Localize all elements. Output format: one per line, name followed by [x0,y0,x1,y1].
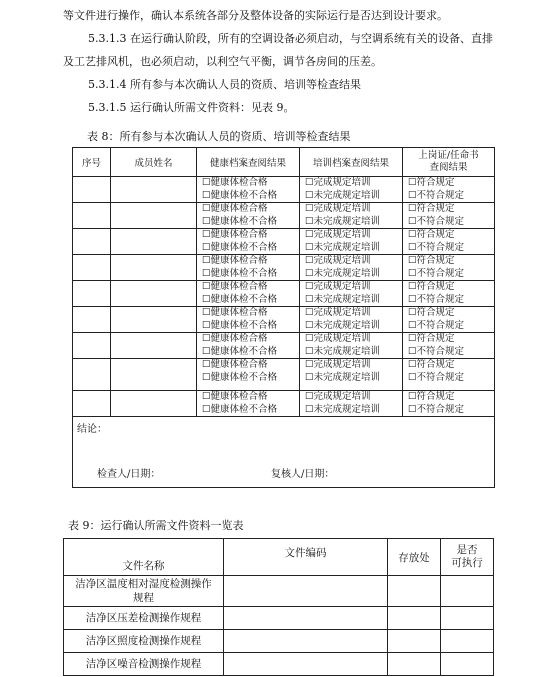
table8-row [73,391,495,417]
training-result-cell [300,307,403,333]
executable-cell[interactable] [441,653,494,676]
training-result-cell [300,229,403,255]
table8-header-row [73,148,495,177]
certificate-result-cell-option[interactable]: ☐不符合规定 [408,215,465,227]
health-result-cell-option[interactable]: ☐健康体检不合格 [202,345,278,357]
index-cell[interactable] [73,177,111,203]
certificate-result-cell-option[interactable]: ☐不符合规定 [408,267,465,279]
training-result-cell-option[interactable]: ☐未完成规定培训 [305,189,381,201]
certificate-result-cell [403,229,495,255]
table8-row [73,333,495,359]
member-name-cell[interactable] [111,177,197,203]
health-result-cell-option[interactable]: ☐健康体检合格 [202,281,268,292]
checker-label: 检查人/日期： [97,469,161,480]
table9-row [64,630,494,653]
certificate-result-cell [403,359,495,391]
training-result-cell-option[interactable]: ☐完成规定培训 [305,229,371,240]
personnel-check-table [72,147,495,488]
certificate-result-cell [403,203,495,229]
health-result-cell [197,203,300,229]
certificate-result-cell-option[interactable]: ☐符合规定 [408,333,455,344]
certificate-result-cell-option[interactable]: ☐符合规定 [408,203,455,214]
reviewer-label: 复核人/日期： [271,469,335,480]
health-result-cell-option[interactable]: ☐健康体检不合格 [202,293,278,305]
training-result-cell [300,177,403,203]
health-result-cell-option[interactable]: ☐健康体检合格 [202,255,268,266]
health-result-cell-option[interactable]: ☐健康体检不合格 [202,403,278,415]
training-result-cell-option[interactable]: ☐未完成规定培训 [305,403,381,415]
paragraph-line-2: 5.3.1.3 在运行确认阶段，所有的空调设备必须启动，与空调系统有关的设备、直排 [88,32,493,45]
table9-row [64,607,494,630]
member-name-cell[interactable] [111,307,197,333]
training-result-cell-option[interactable]: ☐完成规定培训 [305,307,371,318]
index-cell[interactable] [73,203,111,229]
certificate-result-cell-option[interactable]: ☐不符合规定 [408,345,465,357]
index-cell[interactable] [73,229,111,255]
training-result-cell-option[interactable]: ☐未完成规定培训 [305,319,381,331]
training-result-cell-option[interactable]: ☐完成规定培训 [305,359,371,370]
conclusion-row [73,417,495,488]
header-health-record: 健康档案查阅结果 [197,148,300,177]
header-storage: 存放处 [388,539,441,576]
certificate-result-cell-option[interactable]: ☐符合规定 [408,307,455,318]
training-result-cell [300,281,403,307]
training-result-cell [300,255,403,281]
certificate-result-cell-option[interactable]: ☐符合规定 [408,391,455,402]
health-result-cell-option[interactable]: ☐健康体检不合格 [202,371,278,383]
training-result-cell-option[interactable]: ☐完成规定培训 [305,203,371,214]
training-result-cell [300,333,403,359]
paragraph-line-1: 等文件进行操作，确认本系统各部分及整体设备的实际运行是否达到设计要求。 [63,9,448,22]
certificate-result-cell-option[interactable]: ☐不符合规定 [408,403,465,415]
file-code-cell[interactable] [224,607,388,630]
health-result-cell [197,281,300,307]
table9-header-row [64,539,494,576]
health-result-cell [197,333,300,359]
conclusion-cell [73,417,495,488]
table8-row [73,359,495,391]
header-executable: 是否 可执行 [441,539,494,576]
index-cell[interactable] [73,281,111,307]
health-result-cell-option[interactable]: ☐健康体检合格 [202,333,268,344]
certificate-result-cell-option[interactable]: ☐不符合规定 [408,319,465,331]
certificate-result-cell-option[interactable]: ☐符合规定 [408,359,455,370]
index-cell[interactable] [73,391,111,417]
index-cell[interactable] [73,359,111,391]
health-result-cell-option[interactable]: ☐健康体检合格 [202,307,268,318]
health-result-cell-option[interactable]: ☐健康体检不合格 [202,215,278,227]
table8-row [73,281,495,307]
health-result-cell-option[interactable]: ☐健康体检合格 [202,203,268,214]
certificate-result-cell-option[interactable]: ☐符合规定 [408,281,455,292]
health-result-cell-option[interactable]: ☐健康体检不合格 [202,319,278,331]
training-result-cell [300,359,403,391]
training-result-cell-option[interactable]: ☐完成规定培训 [305,177,371,188]
health-result-cell-option[interactable]: ☐健康体检不合格 [202,241,278,253]
certificate-result-cell [403,391,495,417]
table8-row [73,203,495,229]
file-name-cell: 洁净区温度相对湿度检测操作 规程 [64,576,224,607]
certificate-result-cell-option[interactable]: ☐符合规定 [408,255,455,266]
header-certificate: 上岗证/任命书 查阅结果 [403,148,495,177]
training-result-cell-option[interactable]: ☐完成规定培训 [305,255,371,266]
header-file-name: 文件名称 [64,539,224,576]
table8-row [73,229,495,255]
certificate-result-cell [403,281,495,307]
certificate-result-cell-option[interactable]: ☐符合规定 [408,177,455,188]
storage-cell[interactable] [388,630,441,653]
table8-caption: 表 8：所有参与本次确认人员的资质、培训等检查结果 [87,130,351,143]
health-result-cell [197,307,300,333]
table9-caption: 表 9：运行确认所需文件资料一览表 [68,519,244,532]
storage-cell[interactable] [388,653,441,676]
table8-row [73,177,495,203]
conclusion-label: 结论： [77,424,107,435]
training-result-cell-option[interactable]: ☐完成规定培训 [305,391,371,402]
executable-cell[interactable] [441,576,494,607]
executable-cell[interactable] [441,607,494,630]
certificate-result-cell [403,307,495,333]
health-result-cell-option[interactable]: ☐健康体检合格 [202,391,268,402]
health-result-cell [197,229,300,255]
header-index: 序号 [73,148,111,177]
member-name-cell[interactable] [111,281,197,307]
training-result-cell-option[interactable]: ☐未完成规定培训 [305,371,381,383]
table9-row [64,576,494,607]
training-result-cell [300,391,403,417]
health-result-cell [197,255,300,281]
storage-cell[interactable] [388,576,441,607]
member-name-cell[interactable] [111,391,197,417]
training-result-cell-option[interactable]: ☐未完成规定培训 [305,293,381,305]
certificate-result-cell [403,255,495,281]
member-name-cell[interactable] [111,255,197,281]
table8-row [73,255,495,281]
member-name-cell[interactable] [111,229,197,255]
certificate-result-cell [403,177,495,203]
certificate-result-cell-option[interactable]: ☐不符合规定 [408,293,465,305]
executable-cell[interactable] [441,630,494,653]
header-member-name: 成员姓名 [111,148,197,177]
health-result-cell-option[interactable]: ☐健康体检合格 [202,359,268,370]
storage-cell[interactable] [388,607,441,630]
member-name-cell[interactable] [111,333,197,359]
file-name-cell: 洁净区照度检测操作规程 [64,630,224,653]
document-list-table [63,538,494,676]
health-result-cell [197,359,300,391]
health-result-cell-option[interactable]: ☐健康体检合格 [202,229,268,240]
training-result-cell-option[interactable]: ☐完成规定培训 [305,281,371,292]
training-result-cell [300,203,403,229]
member-name-cell[interactable] [111,359,197,391]
certificate-result-cell-option[interactable]: ☐符合规定 [408,229,455,240]
index-cell[interactable] [73,333,111,359]
file-code-cell[interactable] [224,576,388,607]
index-cell[interactable] [73,255,111,281]
training-result-cell-option[interactable]: ☐完成规定培训 [305,333,371,344]
health-result-cell-option[interactable]: ☐健康体检合格 [202,177,268,188]
certificate-result-cell-option[interactable]: ☐不符合规定 [408,371,465,383]
certificate-result-cell-option[interactable]: ☐不符合规定 [408,189,465,201]
training-result-cell-option[interactable]: ☐未完成规定培训 [305,345,381,357]
health-result-cell [197,391,300,417]
training-result-cell-option[interactable]: ☐未完成规定培训 [305,215,381,227]
health-result-cell-option[interactable]: ☐健康体检不合格 [202,267,278,279]
table8-row [73,307,495,333]
file-name-cell: 洁净区噪音检测操作规程 [64,653,224,676]
paragraph-line-3: 及工艺排风机，也必须启动，以利空气平衡，调节各房间的压差。 [63,55,382,68]
member-name-cell[interactable] [111,203,197,229]
training-result-cell-option[interactable]: ☐未完成规定培训 [305,267,381,279]
file-code-cell[interactable] [224,653,388,676]
file-code-cell[interactable] [224,630,388,653]
health-result-cell-option[interactable]: ☐健康体检不合格 [202,189,278,201]
index-cell[interactable] [73,307,111,333]
paragraph-line-4: 5.3.1.4 所有参与本次确认人员的资质、培训等检查结果 [88,78,361,91]
file-name-cell: 洁净区压差检测操作规程 [64,607,224,630]
certificate-result-cell [403,333,495,359]
table9-row [64,653,494,676]
header-file-code: 文件编码 [224,539,388,576]
header-training-record: 培训档案查阅结果 [300,148,403,177]
certificate-result-cell-option[interactable]: ☐不符合规定 [408,241,465,253]
health-result-cell [197,177,300,203]
paragraph-line-5: 5.3.1.5 运行确认所需文件资料：见表 9。 [88,101,295,114]
training-result-cell-option[interactable]: ☐未完成规定培训 [305,241,381,253]
